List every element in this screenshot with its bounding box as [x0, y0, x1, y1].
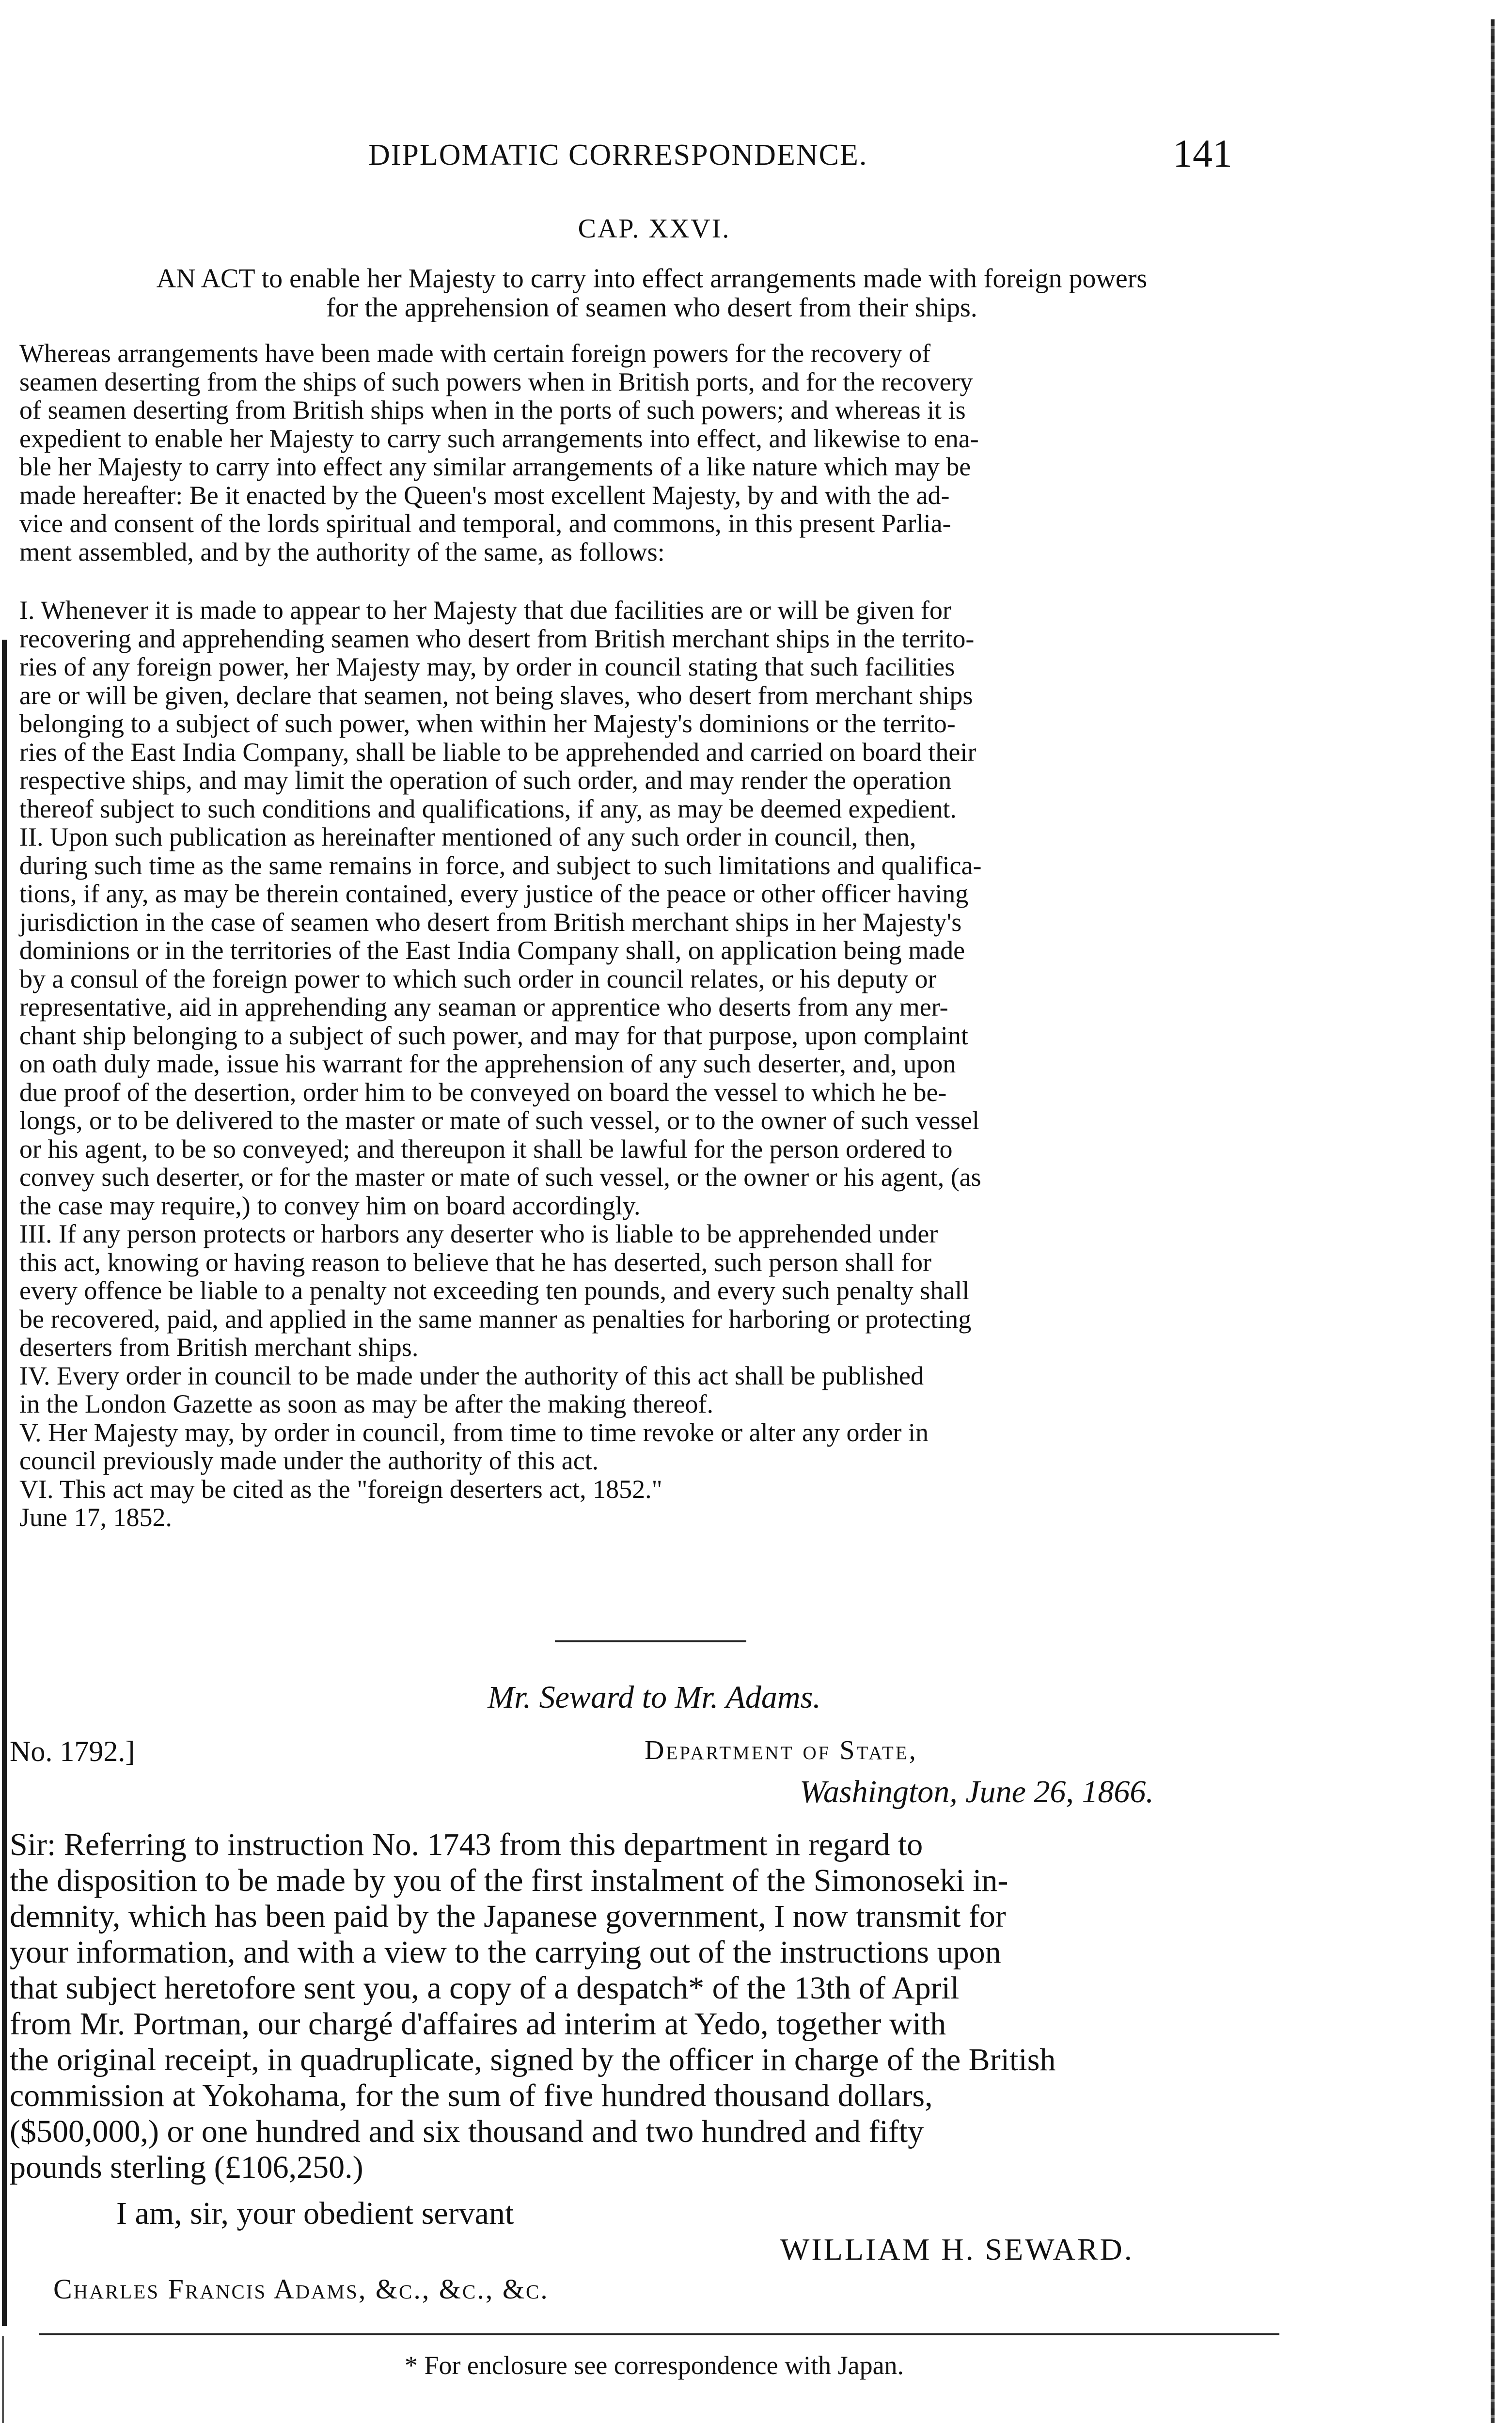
running-head: DIPLOMATIC CORRESPONDENCE. — [368, 139, 868, 172]
chapter-heading: CAP. XXVI. — [578, 214, 731, 244]
letter-department: Department of State, — [645, 1735, 918, 1765]
page-number: 141 — [1173, 131, 1232, 175]
letter-place-date: Washington, June 26, 1866. — [800, 1774, 1154, 1809]
letter-signature: WILLIAM H. SEWARD. — [780, 2232, 1134, 2266]
letter-number: No. 1792.] — [10, 1735, 135, 1767]
act-sections: I. Whenever it is made to appear to her Majesty that due facilities are or will be given for recovering and apprehending seamen who desert from British merchant ships in the territo- ries of any foreign power, her Majesty may, by order in council stating that such facilities are or will be given, declare that seamen, not being slaves, who desert from merchant ships belonging to a subject of such power, when within her Majesty's dominions or the territo- ries of the East India Company, shall be liable to be apprehended and carried on board their respective ships, and may limit the operation of such order, and may render the operation thereof subject to such conditions and qualifications, if any, as may be deemed expedient. II. Upon such publication as hereinafter mentioned of any such order in council, then, during such time as the same remains in force, and subject to such limitations and qualifica- tions, if any, as may be therein contained, every justice of the peace or other officer having jurisdiction in the case of seamen who desert from British merchant ships in her Majesty's dominions or in the territories of the East India Company shall, on application being made by a consul of the foreign power to which such order in council relates, or his deputy or representative, aid in apprehending any seaman or apprentice who deserts from any mer- chant ship belonging to a subject of such power, and may for that purpose, upon complaint on oath duly made, issue his warrant for the apprehension of any such deserter, and, upon due proof of the desertion, order him to be conveyed on board the vessel to which he be- longs, or to be delivered to the master or mate of such vessel, or to the owner of such vessel or his agent, to be so conveyed; and thereupon it shall be lawful for the person ordered to convey such deserter, or for the master or mate of such vessel, or the owner or his agent, (as the case may require,) to convey him on board accordingly. III. If any person protects or harbors any deserter who is liable to be apprehended under this act, knowing or having reason to believe that he has deserted, such person shall for every offence be liable to a penalty not exceeding ten pounds, and every such penalty shall be recovered, paid, and applied in the same manner as penalties for harboring or protecting deserters from British merchant ships. IV. Every order in council to be made under the authority of this act shall be published in the London Gazette as soon as may be after the making thereof. V. Her Majesty may, by order in council, from time to time revoke or alter any order in council previously made under the authority of this act. VI. This act may be cited as the "foreign deserters act, 1852." June 17, 1852. — [19, 596, 982, 1532]
scan-right-edge — [1491, 19, 1495, 2423]
scan-left-edge — [2, 640, 7, 2326]
act-preamble: Whereas arrangements have been made with certain foreign powers for the recovery of seamen deserting from the ships of such powers when in British ports, and for the recovery of seamen deserting from British ships when in the ports of such powers; and whereas it is expedient to enable her Majesty to carry such arrangements into effect, and likewise to ena- ble her Majesty to carry into effect any similar arrangements of a like nature which may be made hereafter: Be it enacted by the Queen's most excellent Majesty, by and with the ad- vice and consent of the lords spiritual and temporal, and commons, in this present Parlia- ment assembled, and by the authority of the same, as follows: — [19, 339, 979, 566]
section-divider — [555, 1640, 746, 1642]
letter-heading: Mr. Seward to Mr. Adams. — [488, 1680, 821, 1715]
footnote-rule — [39, 2333, 1279, 2335]
footnote: * For enclosure see correspondence with Japan. — [404, 2351, 904, 2380]
letter-addressee: Charles Francis Adams, &c., &c., &c. — [53, 2273, 549, 2305]
act-title: AN ACT to enable her Majesty to carry into effect arrangements made with foreign powers for the apprehension of seamen who desert from their ships. — [156, 264, 1148, 323]
letter-body: Sir: Referring to instruction No. 1743 from this department in regard to the disposition to be made by you of the first instalment of the Simonoseki in- demnity, which has been paid by the Japanese government, I now transmit for your information, and with a view to the carrying out of the instructions upon that subject heretofore sent you, a copy of a despatch* of the 13th of April from Mr. Portman, our chargé d'affaires ad interim at Yedo, together with the original receipt, in quadruplicate, signed by the officer in charge of the British commission at Yokohama, for the sum of five hundred thousand dollars, ($500,000,) or one hundred and six thousand and two hundred and fifty pounds sterling (£106,250.) — [10, 1827, 1056, 2185]
letter-closing: I am, sir, your obedient servant — [116, 2196, 514, 2231]
